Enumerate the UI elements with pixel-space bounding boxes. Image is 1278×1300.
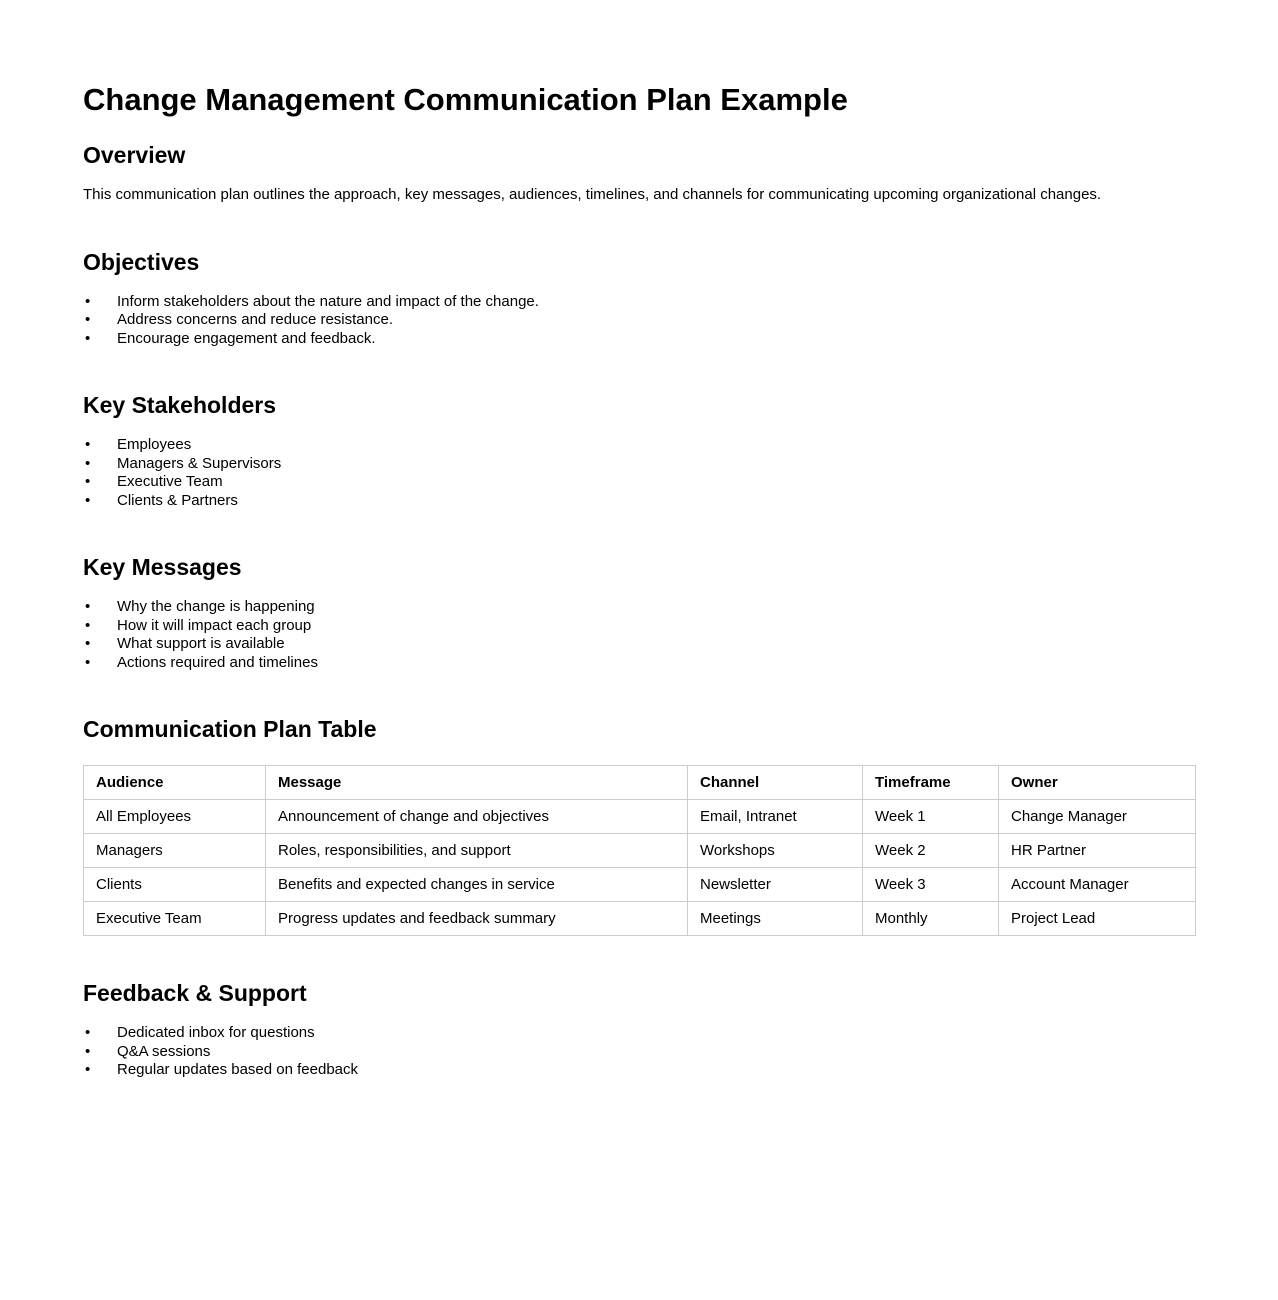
- cell-timeframe: Week 1: [863, 800, 999, 834]
- overview-paragraph: This communication plan outlines the approach, key messages, audiences, timelines, and channels for communicating upcoming organizational changes.: [83, 186, 1102, 203]
- cell-owner: HR Partner: [999, 834, 1196, 868]
- cell-audience: All Employees: [84, 800, 266, 834]
- section-feedback-support: [83, 980, 1195, 1080]
- objectives-heading: Objectives: [83, 248, 200, 275]
- cell-timeframe: Week 3: [863, 868, 999, 902]
- key-stakeholders-list: [83, 436, 1195, 510]
- key-messages-list: [83, 598, 1195, 672]
- key-messages-heading: Key Messages: [83, 554, 242, 580]
- section-key-messages: [83, 554, 1195, 672]
- section-plan-table: [83, 716, 1195, 936]
- overview-heading: Overview: [83, 142, 186, 168]
- list-item: • Employees: [83, 436, 1195, 455]
- cell-channel: Workshops: [688, 834, 863, 868]
- list-item: • What support is available: [83, 635, 1195, 654]
- cell-message: Announcement of change and objectives: [266, 800, 688, 834]
- cell-audience: Executive Team: [84, 902, 266, 936]
- column-header-timeframe: Timeframe: [863, 766, 999, 800]
- list-item: • Address concerns and reduce resistance.: [83, 311, 1195, 330]
- cell-channel: Newsletter: [688, 868, 863, 902]
- list-item: • Actions required and timelines: [83, 654, 1195, 673]
- plan-table-heading: Communication Plan Table: [83, 716, 377, 742]
- communication-plan-table: [83, 765, 1196, 936]
- column-header-channel: Channel: [688, 766, 863, 800]
- table-header-row: [84, 766, 1196, 800]
- table-header: [84, 766, 1196, 800]
- cell-channel: Meetings: [688, 902, 863, 936]
- objectives-list: [83, 293, 1195, 349]
- cell-audience: Clients: [84, 868, 266, 902]
- list-item: • Clients & Partners: [83, 492, 1195, 511]
- list-item: • Inform stakeholders about the nature and impact of the change.: [83, 293, 1195, 312]
- list-item: • How it will impact each group: [83, 617, 1195, 636]
- cell-message: Progress updates and feedback summary: [266, 902, 688, 936]
- column-header-audience: Audience: [84, 766, 266, 800]
- key-stakeholders-heading: Key Stakeholders: [83, 392, 277, 418]
- cell-owner: Change Manager: [999, 800, 1196, 834]
- list-item: • Encourage engagement and feedback.: [83, 330, 1195, 349]
- page-title: Change Management Communication Plan Example: [83, 82, 848, 117]
- table-body: [84, 800, 1196, 936]
- feedback-support-list: [83, 1024, 1195, 1080]
- cell-audience: Managers: [84, 834, 266, 868]
- column-header-owner: Owner: [999, 766, 1196, 800]
- section-overview: [83, 142, 1195, 205]
- list-item: • Dedicated inbox for questions: [83, 1024, 1195, 1043]
- cell-message: Roles, responsibilities, and support: [266, 834, 688, 868]
- cell-message: Benefits and expected changes in service: [266, 868, 688, 902]
- feedback-support-heading: Feedback & Support: [83, 980, 307, 1006]
- list-item: • Why the change is happening: [83, 598, 1195, 617]
- list-item: • Regular updates based on feedback: [83, 1061, 1195, 1080]
- section-objectives: [83, 249, 1195, 349]
- cell-owner: Account Manager: [999, 868, 1196, 902]
- cell-owner: Project Lead: [999, 902, 1196, 936]
- cell-channel: Email, Intranet: [688, 800, 863, 834]
- table-row: [84, 834, 1196, 868]
- cell-timeframe: Monthly: [863, 902, 999, 936]
- cell-timeframe: Week 2: [863, 834, 999, 868]
- list-item: • Managers & Supervisors: [83, 455, 1195, 474]
- column-header-message: Message: [266, 766, 688, 800]
- list-item: • Executive Team: [83, 473, 1195, 492]
- list-item: • Q&A sessions: [83, 1043, 1195, 1062]
- table-row: [84, 902, 1196, 936]
- table-row: [84, 800, 1196, 834]
- section-key-stakeholders: [83, 392, 1195, 510]
- table-row: [84, 868, 1196, 902]
